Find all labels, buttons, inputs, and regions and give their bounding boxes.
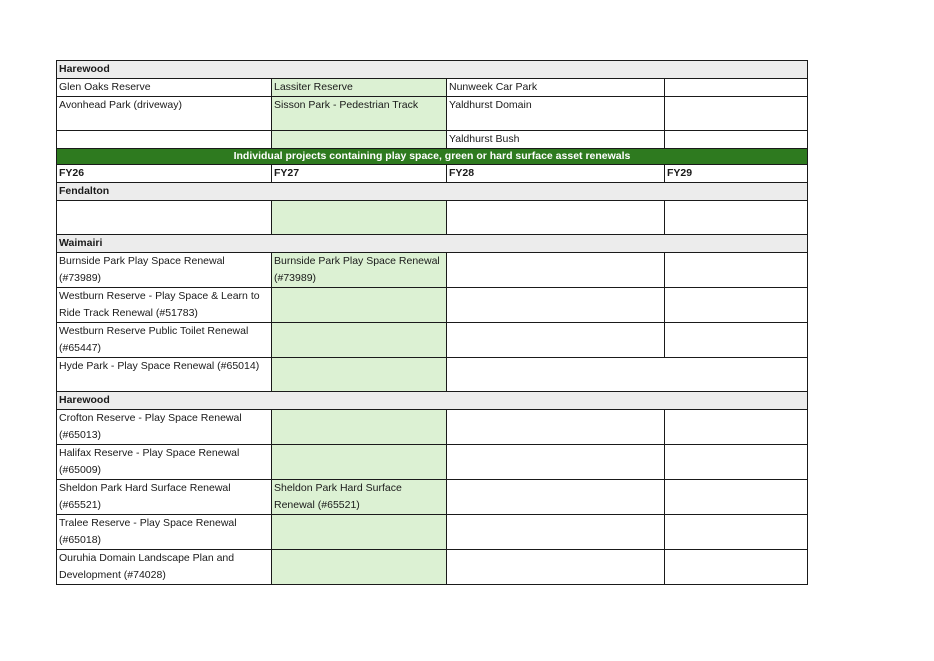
table-row (57, 480, 808, 515)
table-cell[interactable] (447, 201, 665, 235)
table-cell-merged[interactable] (447, 358, 808, 392)
table-cell[interactable]: Glen Oaks Reserve (57, 79, 272, 97)
table-cell[interactable]: Hyde Park - Play Space Renewal (#65014) (57, 358, 272, 392)
section-title[interactable]: Harewood (57, 61, 808, 79)
table-row (57, 323, 808, 358)
table-cell[interactable]: Avonhead Park (driveway) (57, 97, 272, 131)
table-cell[interactable] (665, 253, 808, 288)
table-cell[interactable]: Sheldon Park Hard Surface Renewal (#65521) (272, 480, 447, 515)
section-title[interactable]: Waimairi (57, 235, 808, 253)
table-cell[interactable]: Yaldhurst Domain (447, 97, 665, 131)
fy-header-row (57, 165, 808, 183)
column-header-fy26[interactable]: FY26 (57, 165, 272, 183)
table-cell[interactable]: Sheldon Park Hard Surface Renewal (#65521) (57, 480, 272, 515)
table-cell[interactable] (665, 550, 808, 585)
table-cell[interactable] (665, 515, 808, 550)
table-cell[interactable] (272, 515, 447, 550)
table-cell[interactable] (447, 550, 665, 585)
table-cell[interactable] (665, 97, 808, 131)
section-header-harewood (57, 392, 808, 410)
table-cell[interactable]: Sisson Park - Pedestrian Track (272, 97, 447, 131)
table-cell[interactable] (272, 323, 447, 358)
table-cell[interactable]: Halifax Reserve - Play Space Renewal (#65009) (57, 445, 272, 480)
column-header-fy27[interactable]: FY27 (272, 165, 447, 183)
spreadsheet (56, 60, 807, 585)
table-cell[interactable] (447, 288, 665, 323)
table-cell[interactable]: Lassiter Reserve (272, 79, 447, 97)
table-row (57, 410, 808, 445)
table-cell[interactable] (272, 410, 447, 445)
table-cell[interactable] (665, 445, 808, 480)
section-header-harewood-top (57, 61, 808, 79)
table-cell[interactable] (272, 288, 447, 323)
table-cell[interactable]: Burnside Park Play Space Renewal (#73989) (272, 253, 447, 288)
table-cell[interactable] (272, 445, 447, 480)
table-cell[interactable] (272, 550, 447, 585)
table-cell[interactable]: Burnside Park Play Space Renewal (#73989) (57, 253, 272, 288)
table-row (57, 131, 808, 149)
renewals-table (56, 60, 808, 585)
table-row (57, 550, 808, 585)
table-cell[interactable] (665, 201, 808, 235)
table-cell[interactable] (57, 131, 272, 149)
table-cell[interactable]: Westburn Reserve Public Toilet Renewal (#65447) (57, 323, 272, 358)
table-row (57, 79, 808, 97)
table-cell[interactable] (272, 201, 447, 235)
section-title[interactable]: Harewood (57, 392, 808, 410)
table-row (57, 253, 808, 288)
section-header-fendalton (57, 183, 808, 201)
table-row (57, 515, 808, 550)
table-cell[interactable] (665, 288, 808, 323)
table-cell[interactable]: Crofton Reserve - Play Space Renewal (#65013) (57, 410, 272, 445)
table-cell[interactable] (447, 445, 665, 480)
table-cell[interactable] (665, 410, 808, 445)
table-cell[interactable] (272, 358, 447, 392)
section-title[interactable]: Fendalton (57, 183, 808, 201)
table-cell[interactable]: Tralee Reserve - Play Space Renewal (#65018) (57, 515, 272, 550)
table-cell[interactable]: Nunweek Car Park (447, 79, 665, 97)
banner-title[interactable]: Individual projects containing play space, green or hard surface asset renewals (57, 149, 808, 165)
table-row (57, 201, 808, 235)
table-cell[interactable]: Westburn Reserve - Play Space & Learn to Ride Track Renewal (#51783) (57, 288, 272, 323)
section-header-waimairi (57, 235, 808, 253)
table-cell[interactable] (447, 253, 665, 288)
table-cell[interactable]: Ouruhia Domain Landscape Plan and Development (#74028) (57, 550, 272, 585)
table-cell[interactable] (665, 323, 808, 358)
table-row (57, 288, 808, 323)
column-header-fy28[interactable]: FY28 (447, 165, 665, 183)
table-cell[interactable] (57, 201, 272, 235)
table-cell[interactable] (447, 323, 665, 358)
table-cell[interactable] (447, 515, 665, 550)
table-cell[interactable] (665, 79, 808, 97)
table-cell[interactable]: Yaldhurst Bush (447, 131, 665, 149)
table-cell[interactable] (665, 131, 808, 149)
table-row (57, 97, 808, 131)
table-row (57, 445, 808, 480)
table-cell[interactable] (665, 480, 808, 515)
table-cell[interactable] (447, 480, 665, 515)
table-cell[interactable] (272, 131, 447, 149)
table-row (57, 358, 808, 392)
column-header-fy29[interactable]: FY29 (665, 165, 808, 183)
banner-row (57, 149, 808, 165)
table-cell[interactable] (447, 410, 665, 445)
